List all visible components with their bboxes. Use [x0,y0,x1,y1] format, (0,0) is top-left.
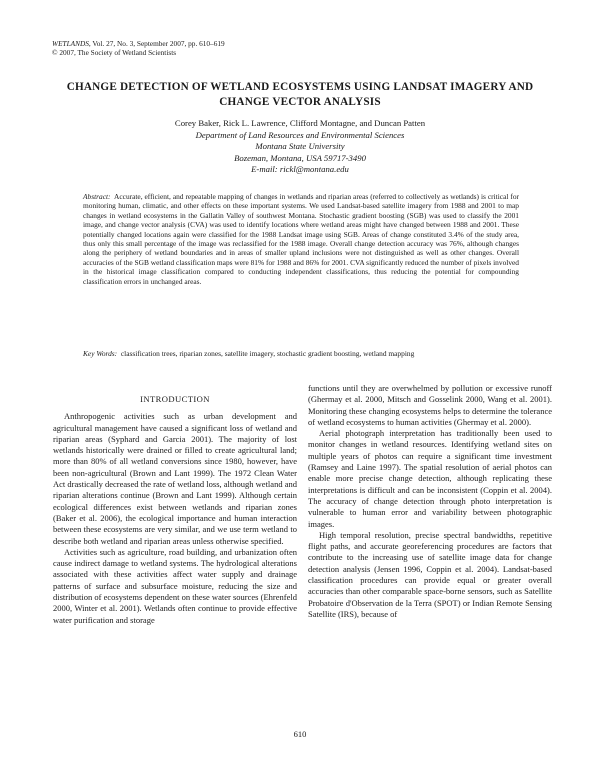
right-column [308,383,552,620]
paragraph: Anthropogenic activities such as urban development and agricultural management have caused a significant loss of wetland and riparian areas (Syphard and Garcia 2001). The majority of lost wetlands historically were drained or filled to create agricultural land; more than 80% of all wetland conversions since 1980, however, have been non-agricultural (Brown and Lant 1999). The 1972 Clean Water Act drastically decreased the rate of wetland loss, although wetland and riparian alterations continue (Brown and Lant 1999). Although certain ecological differences exist between wetlands and riparian zones (Baker et al. 2006), the ecological importance and human interaction between these ecosystems are very similar, and we use term wetland to describe both wetland and riparian areas unless otherwise specified. [53,411,297,546]
abstract-label: Abstract: [83,192,111,201]
keywords-text: classification trees, riparian zones, satellite imagery, stochastic gradient boosting, wetland mapping [120,349,415,358]
keywords [83,349,519,358]
abstract [83,192,519,286]
left-column [53,389,297,626]
section-heading-introduction: INTRODUCTION [140,394,210,404]
paragraph: Aerial photograph interpretation has traditionally been used to monitor changes in wetland resources. Identifying wetland sites on multiple years of photos can require a significant time investment (Ramsey and Laine 1997). The spatial resolution of aerial photos can enable more precise change detection, although replicating these interpretations is difficult and can be inconsistent (Coppin et al. 2004). The accuracy of change detection through photo interpretation is vulnerable to human error and variability between photographic images. [308,428,552,529]
journal-header [52,39,225,57]
author-block [60,118,540,176]
page-number: 610 [293,729,307,739]
author-names: Corey Baker, Rick L. Lawrence, Clifford Montagne, and Duncan Patten [174,118,426,128]
paragraph: functions until they are overwhelmed by pollution or excessive runoff (Ghermay et al. 2000, Mitsch and Gosselink 2000, Wang et al. 2001). Monitoring these changing ecosystems helps to determine the tolerance of wetland ecosystems to human activities (Ghermay et al. 2000). [308,383,552,427]
paragraph: Activities such as agriculture, road building, and urbanization often cause indirect damage to wetland systems. The hydrological alterations associated with these activities affect water supply and drainage patterns of surface and subsurface moisture, reducing the size and distribution of ecosystems dependent on these water sources (Ehrenfeld 2000, Winter et al. 2001). Wetlands often continue to provide effective water purification and storage [53,546,297,625]
journal-citation [52,39,225,48]
journal-copyright: © 2007, The Society of Wetland Scientists [52,48,177,57]
author-department: Department of Land Resources and Environmental Sciences [195,129,405,140]
author-location: Bozeman, Montana, USA 59717-3490 [234,152,366,163]
keywords-label: Key Words: [83,349,118,358]
paragraph: High temporal resolution, precise spectral bandwidths, repetitive flight paths, and accurate georeferencing procedures are factors that contribute to the increasing use of satellite image data for change detection analysis (Jensen 1996, Coppin et al. 2004). Landsat-based classification procedures can provide equal or greater overall accuracies than other comparable space-borne sensors, such as Satellite Probatoire d'Observation de la Terra (SPOT) or Indian Remote Sensing Satellite (IRS), because of [308,529,552,619]
journal-name: WETLANDS [52,39,89,48]
abstract-text: Accurate, efficient, and repeatable mapping of changes in wetlands and riparian areas (referred to collectively as wetlands) is critical for monitoring human, climatic, and other effects on these important systems. We used Landsat-based satellite imagery from 1988 and 2001 to map changes in wetland ecosystems in the Gallatin Valley of southwest Montana. Stochastic gradient boosting (SGB) was used to classify the 2001 image, and change vector analysis (CVA) was used to identify locations where wetland areas might have changed between 1988 and 2001. These potentially changed locations again were classified for the 1988 Landsat image using SGB. Areas of change constituted 3.4% of the study area, thus only this small percentage of the image was reclassified for the 1988 image. Overall change detection accuracy was 76%, although changes along the periphery of wetland boundaries and in areas of smaller upland inclusions were not distinguished as well as other changes. Overall accuracies of the SGB wetland classification maps were 81% for 1988 and 86% for 2001. CVA significantly reduced the number of pixels involved in the historical image classification compared to conducting independent classifications, thus reducing the potential for compounding classification errors in unchanged areas. [83,192,519,286]
author-university: Montana State University [255,141,345,151]
paper-title: CHANGE DETECTION OF WETLAND ECOSYSTEMS USING LANDSAT IMAGERY AND CHANGE VECTOR ANALYSIS [66,81,534,108]
journal-citation-text: , Vol. 27, No. 3, September 2007, pp. 610–619 [88,39,225,48]
author-email: E-mail: rickl@montana.edu [251,164,349,174]
